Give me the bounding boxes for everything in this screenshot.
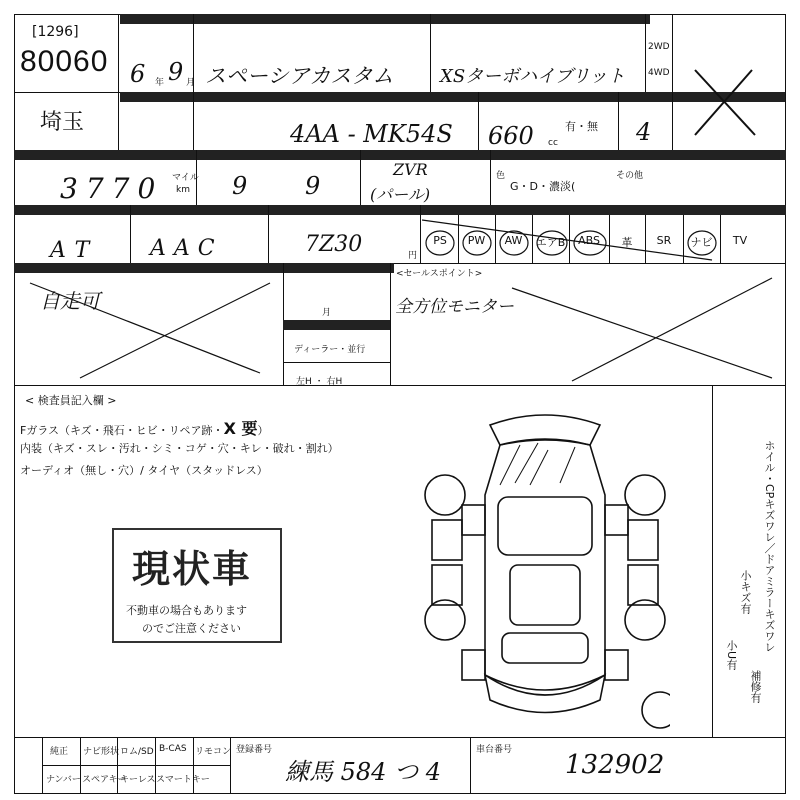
side-note-4: 補修有 <box>749 670 762 703</box>
footer-label-8: キーレス <box>120 775 156 785</box>
header-strip-3 <box>14 150 786 160</box>
chassis-label: 車台番号 <box>476 745 513 755</box>
car-roof <box>510 565 580 625</box>
sales-point-label: <セールスポイント> <box>396 269 483 279</box>
side-note-1: ホイル・CPキズワレ／ドアミラーキズワレ <box>763 440 776 653</box>
spare-wheel <box>642 692 670 728</box>
inspection-month: 9 <box>305 172 321 200</box>
color-name: (パール) <box>370 185 431 204</box>
door-rr <box>628 565 658 605</box>
equip-navi: ナビ <box>690 236 713 249</box>
handwritten-note: 自走可 <box>40 289 100 313</box>
equip-abs: ABS <box>578 234 600 247</box>
inspector-title: < 検査員記入欄 > <box>25 394 117 407</box>
glass-text: Fガラス（キズ・飛石・ヒビ・リペア跡・ <box>20 424 224 437</box>
color-label: 色 <box>496 171 506 181</box>
wheel-fr <box>625 475 665 515</box>
condition-stamp <box>112 528 282 643</box>
grade: XSターボハイブリット <box>440 66 626 87</box>
audio-line: オーディオ（無し・穴）/ タイヤ（スタッドレス） <box>20 464 268 477</box>
header-strip-2 <box>120 92 785 102</box>
chassis-number: 132902 <box>565 750 665 780</box>
notes-line <box>283 362 390 363</box>
model-code: 4AA - MK54S <box>290 120 453 148</box>
transmission: AT <box>50 238 100 263</box>
displacement-unit: cc <box>548 138 558 148</box>
stamp-sub2: のでご注意ください <box>142 622 241 635</box>
footer-label-3: ロム/SD <box>120 747 154 757</box>
year-unit: 年 <box>155 78 165 88</box>
region: 埼玉 <box>40 110 85 135</box>
col-line-drive2 <box>672 14 673 150</box>
row-line-6 <box>14 737 786 738</box>
car-windshield <box>498 497 592 555</box>
footer-label-4: B-CAS <box>159 744 187 754</box>
footer-label-9: スマートキー <box>156 775 210 785</box>
col-line-insp <box>360 150 361 205</box>
wheel-fl <box>425 475 465 515</box>
equip-pw: PW <box>467 234 486 247</box>
footer-line-7 <box>470 737 471 794</box>
wheel-rl <box>425 600 465 640</box>
dealer-label: ディーラー・並行 <box>294 345 366 355</box>
equip-airbag: エアB <box>535 236 566 249</box>
turbo: 有・無 <box>565 120 598 133</box>
notes-strip <box>283 320 390 330</box>
col-line-cc <box>478 92 479 150</box>
color-other: その他 <box>616 171 644 181</box>
col-line-door <box>618 92 619 150</box>
displacement: 660 <box>488 122 534 150</box>
wheel-rr <box>625 600 665 640</box>
mileage: 3770 <box>60 172 164 205</box>
footer-label-6: ナンバー <box>46 775 81 785</box>
car-rear-glass <box>502 633 588 663</box>
interior-line: 内装（キズ・スレ・汚れ・シミ・コゲ・穴・キレ・破れ・割れ） <box>20 442 339 455</box>
lot-code: [1296] <box>32 24 79 40</box>
color-condition: G・D・濃淡( <box>510 180 576 193</box>
equip-leather: 革 <box>621 236 633 249</box>
month-unit: 月 <box>186 78 196 88</box>
quarter-r <box>605 650 628 680</box>
col-line-sales <box>390 263 391 385</box>
model-name: スペーシアカスタム <box>205 64 394 88</box>
year-value: 6 <box>130 60 146 88</box>
header-strip-5 <box>14 263 394 273</box>
footer-label-7: スペアキー <box>82 775 127 785</box>
col-line-aac <box>268 205 269 263</box>
footer-label-5: リモコン <box>195 747 232 757</box>
col-line-side <box>712 385 713 737</box>
equip-aw: AW <box>504 234 523 247</box>
header-strip-1 <box>120 14 650 24</box>
doors: 4 <box>636 118 652 146</box>
col-line-at <box>130 205 131 263</box>
mileage-unit-km: km <box>176 185 190 195</box>
row-line-5 <box>14 385 786 386</box>
quarter-l <box>462 650 485 680</box>
price-unit: 円 <box>408 251 418 261</box>
x-mark <box>690 65 760 140</box>
glass-end: ） <box>257 424 269 437</box>
stamp-main: 現状車 <box>132 547 253 591</box>
footer-label-2: ナビ形状 <box>83 747 120 757</box>
car-diagram <box>420 405 670 735</box>
plate-number: 練馬 584 つ 4 <box>285 758 441 786</box>
price: 7Z30 <box>305 232 363 257</box>
drive-2wd: 2WD <box>648 42 670 52</box>
aircon: AAC <box>150 236 223 261</box>
inspection-year: 9 <box>232 172 248 200</box>
col-line-model <box>430 14 431 92</box>
col-line-lot <box>118 14 119 150</box>
col-line-drive <box>645 14 646 92</box>
notes-cross <box>20 273 282 383</box>
glass-mark: X 要 <box>223 419 258 438</box>
mileage-unit-mile: マイル <box>172 173 199 183</box>
side-mirror-l <box>462 505 485 535</box>
sales-cross <box>392 273 784 385</box>
equip-sr: SR <box>656 234 672 247</box>
footer-label-1: 純正 <box>50 747 69 757</box>
door-fr <box>628 520 658 560</box>
handle-label: 左H ・ 右H <box>296 377 343 387</box>
stamp-sub1: 不動車の場合もあります <box>126 604 247 617</box>
month-label: 月 <box>322 308 332 318</box>
side-note-2: 小キズ有 <box>739 570 752 614</box>
equipment-strike <box>422 215 722 263</box>
drive-4wd: 4WD <box>648 68 670 78</box>
plate-label: 登録番号 <box>236 745 273 755</box>
car-rear <box>485 675 605 713</box>
color-code: ZVR <box>393 160 428 179</box>
equip-ps: PS <box>433 234 447 247</box>
col-line-price <box>420 205 421 263</box>
side-mirror-r <box>605 505 628 535</box>
footer-mid-line <box>42 765 230 766</box>
side-note-3: 小U有 <box>725 640 738 671</box>
sales-point: 全方位モニター <box>395 297 514 317</box>
glass-line <box>20 416 268 439</box>
door-rl <box>432 565 462 605</box>
lot-number: 80060 <box>20 45 109 78</box>
month-value: 9 <box>168 58 184 86</box>
col-line-color <box>490 150 491 205</box>
equip-tv: TV <box>732 234 748 247</box>
door-fl <box>432 520 462 560</box>
